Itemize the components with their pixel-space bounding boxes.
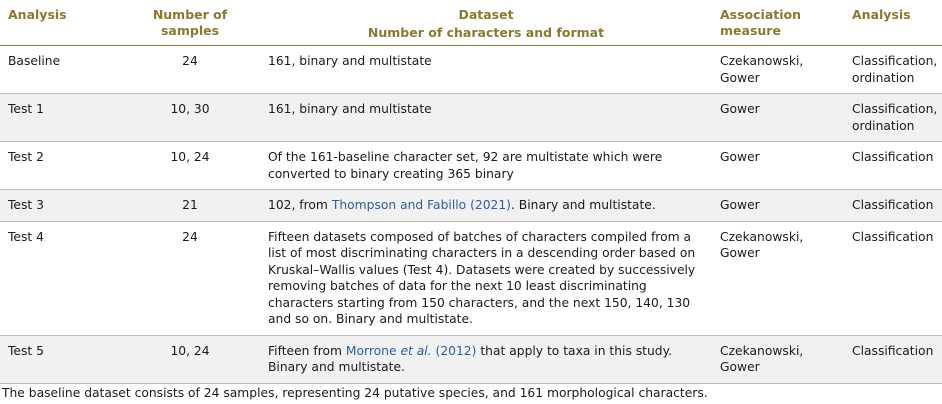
- cell-association: Gower: [712, 190, 844, 222]
- cell-association: Czekanowski, Gower: [712, 335, 844, 383]
- cell-analysis: Test 3: [0, 190, 120, 222]
- table-row: [0, 190, 942, 222]
- cell-association: Gower: [712, 142, 844, 190]
- cell-analysis-type: Classification, ordination: [844, 46, 942, 94]
- cell-dataset: [260, 335, 712, 383]
- cell-samples: 21: [120, 190, 260, 222]
- cell-association: Gower: [712, 94, 844, 142]
- et-al-italic: et al.: [400, 343, 432, 358]
- cell-analysis-type: Classification: [844, 190, 942, 222]
- table-row: [0, 94, 942, 142]
- cell-association: Czekanowski, Gower: [712, 46, 844, 94]
- header-analysis-type: Analysis: [844, 0, 942, 46]
- cell-samples: 24: [120, 221, 260, 335]
- header-samples: Number of samples: [120, 0, 260, 46]
- table-row: [0, 335, 942, 383]
- cell-analysis: Test 2: [0, 142, 120, 190]
- header-analysis: Analysis: [0, 0, 120, 46]
- header-row: [0, 0, 942, 46]
- table-footnote: The baseline dataset consists of 24 samples, representing 24 putative species, and 161 morphological characters.: [2, 386, 708, 400]
- table-row: [0, 221, 942, 335]
- cell-analysis-type: Classification, ordination: [844, 94, 942, 142]
- header-association: Association measure: [712, 0, 844, 46]
- dataset-text: 161, binary and multistate: [268, 54, 432, 68]
- cell-analysis: Test 1: [0, 94, 120, 142]
- dataset-text: 102, from: [268, 198, 332, 212]
- dataset-text: 161, binary and multistate: [268, 102, 432, 116]
- cell-analysis: Test 4: [0, 221, 120, 335]
- cell-dataset: [260, 94, 712, 142]
- cell-dataset: [260, 221, 712, 335]
- cell-association: Czekanowski, Gower: [712, 221, 844, 335]
- cell-analysis-type: Classification: [844, 142, 942, 190]
- cell-dataset: [260, 46, 712, 94]
- table-row: [0, 142, 942, 190]
- cell-analysis: Test 5: [0, 335, 120, 383]
- header-dataset: [260, 0, 712, 46]
- cell-analysis-type: Classification: [844, 221, 942, 335]
- cell-samples: 10, 30: [120, 94, 260, 142]
- dataset-text: Fifteen datasets composed of batches of characters compiled from a list of most discriminating characters in a descending order based on Kruskal–Wallis values (Test 4). Datasets were created by successively removing batches of data for the next 10 least discriminating characters starting from 150 characters, and the next 150, 140, 130 and so on. Binary and multistate.: [268, 229, 696, 326]
- cell-samples: 10, 24: [120, 335, 260, 383]
- dataset-text-suffix: . Binary and multistate.: [510, 198, 656, 212]
- cell-samples: 10, 24: [120, 142, 260, 190]
- cell-dataset: [260, 142, 712, 190]
- header-dataset-subtitle: Number of characters and format: [367, 25, 605, 40]
- dataset-text-suffix: that apply to taxa in this study. Binary and multistate.: [268, 343, 673, 374]
- header-dataset-title: Dataset: [458, 7, 514, 22]
- citation-link[interactable]: Morrone et al. (2012): [345, 343, 477, 358]
- dataset-text: Fifteen from: [268, 343, 346, 358]
- dataset-text: Of the 161-baseline character set, 92 are multistate which were converted to binary creating 365 binary: [268, 150, 663, 181]
- citation-link[interactable]: Thompson and Fabillo (2021): [331, 198, 511, 212]
- cell-analysis-type: Classification: [844, 335, 942, 383]
- cell-dataset: [260, 190, 712, 222]
- table-row: [0, 46, 942, 94]
- cell-samples: 24: [120, 46, 260, 94]
- cell-analysis: Baseline: [0, 46, 120, 94]
